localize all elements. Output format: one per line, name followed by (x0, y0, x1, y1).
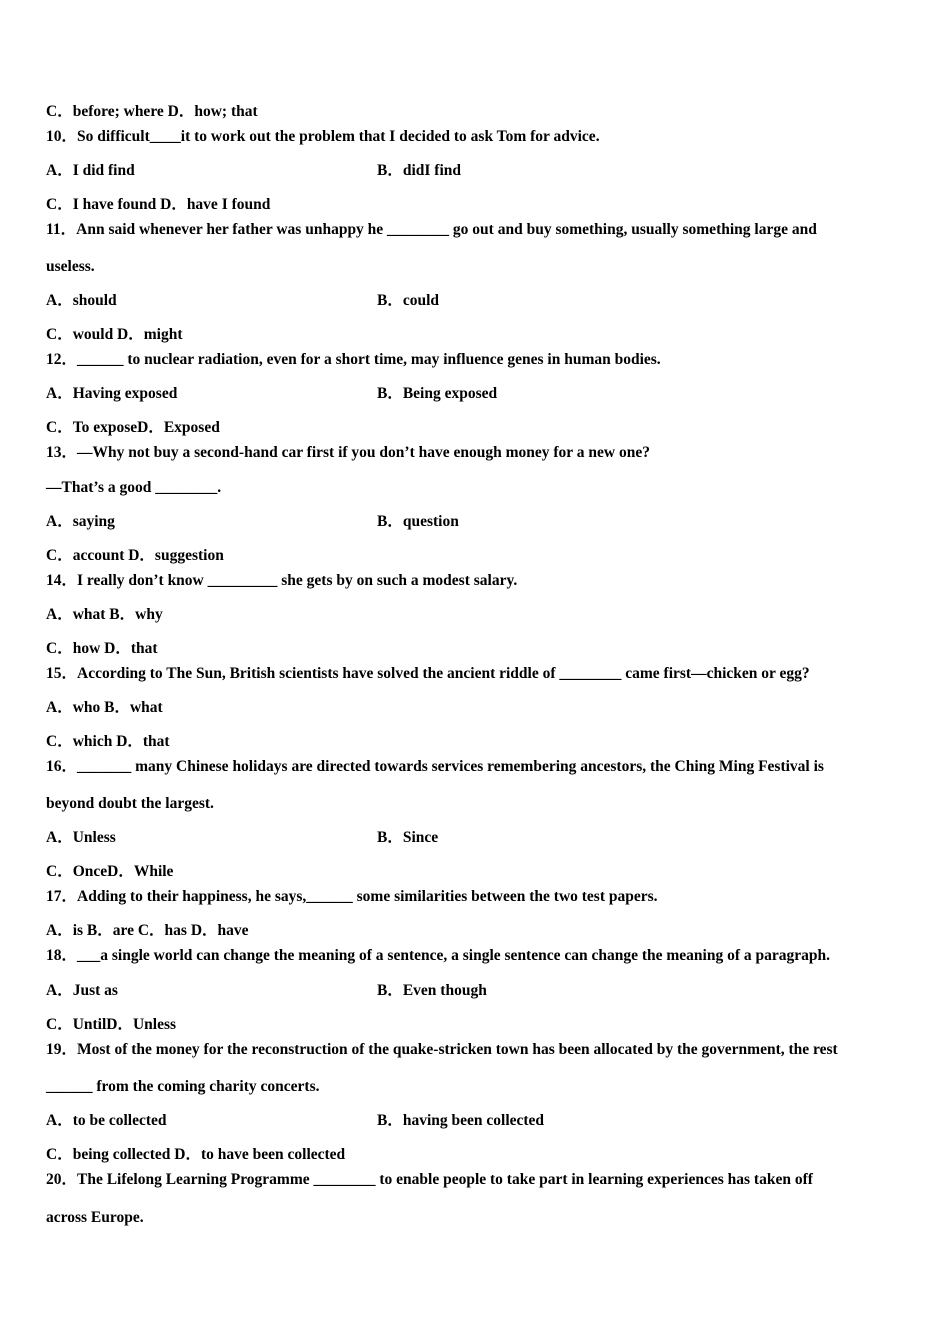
option-line: C．OnceD．While (46, 863, 174, 880)
question-13-continued: —That’s a good ________. (46, 479, 222, 496)
option-line: A．is B．are C．has D．have (46, 922, 249, 939)
question-18: 18．___a single world can change the meaning of a sentence, a single sentence can change the meaning of a paragraph. (46, 947, 831, 964)
option-b: B．Being exposed (377, 385, 498, 402)
option-a: A．should (46, 292, 117, 309)
option-b: B．Even though (377, 982, 487, 999)
option-line: C．To exposeD．Exposed (46, 419, 220, 436)
option-line: C．being collected D．to have been collected (46, 1146, 346, 1163)
option-a: A．I did find (46, 162, 135, 179)
option-line: C．UntilD．Unless (46, 1016, 177, 1033)
question-19: 19．Most of the money for the reconstruction of the quake-stricken town has been allocated by the government, the rest (46, 1041, 838, 1058)
question-13: 13．—Why not buy a second-hand car first if you don’t have enough money for a new one? (46, 444, 650, 461)
question-10: 10．So difficult____it to work out the problem that I decided to ask Tom for advice. (46, 128, 600, 145)
option-line (46, 1111, 545, 1131)
option-a: A．Unless (46, 829, 116, 846)
option-b: B．having been collected (377, 1112, 545, 1129)
question-12: 12．______ to nuclear radiation, even for a short time, may influence genes in human bodies. (46, 351, 661, 368)
question-14: 14．I really don’t know _________ she gets by on such a modest salary. (46, 572, 518, 589)
option-line: C．account D．suggestion (46, 547, 224, 564)
question-19-continued: ______ from the coming charity concerts. (46, 1078, 320, 1095)
option-a: A．Having exposed (46, 385, 178, 402)
option-line: A．what B．why (46, 606, 163, 623)
question-20: 20．The Lifelong Learning Programme ________ to enable people to take part in learning experiences has taken off (46, 1171, 813, 1188)
question-15: 15．According to The Sun, British scientists have solved the ancient riddle of ________ came first—chicken or egg? (46, 665, 810, 682)
option-line: C．I have found D．have I found (46, 196, 271, 213)
option-line (46, 981, 487, 1001)
option-b: B．Since (377, 829, 439, 846)
option-a: A．to be collected (46, 1112, 167, 1129)
option-line (46, 828, 439, 848)
option-line: A．who B．what (46, 699, 163, 716)
option-line: C．before; where D．how; that (46, 103, 258, 120)
option-line: C．would D．might (46, 326, 183, 343)
option-a: A．Just as (46, 982, 118, 999)
question-16: 16．_______ many Chinese holidays are directed towards services remembering ancestors, the Ching Ming Festival is (46, 758, 824, 775)
question-11: 11．Ann said whenever her father was unhappy he ________ go out and buy something, usually something large and (46, 221, 817, 238)
option-b: B．question (377, 513, 459, 530)
option-line: C．how D．that (46, 640, 158, 657)
question-16-continued: beyond doubt the largest. (46, 795, 214, 812)
option-line: C．which D．that (46, 733, 170, 750)
question-20-continued: across Europe. (46, 1209, 144, 1226)
option-line (46, 291, 440, 311)
question-17: 17．Adding to their happiness, he says,______ some similarities between the two test papers. (46, 888, 658, 905)
question-11-continued: useless. (46, 258, 95, 275)
option-a: A．saying (46, 513, 115, 530)
option-line (46, 384, 498, 404)
option-line (46, 512, 459, 532)
option-b: B．didI find (377, 162, 462, 179)
option-b: B．could (377, 292, 440, 309)
option-line (46, 161, 462, 181)
